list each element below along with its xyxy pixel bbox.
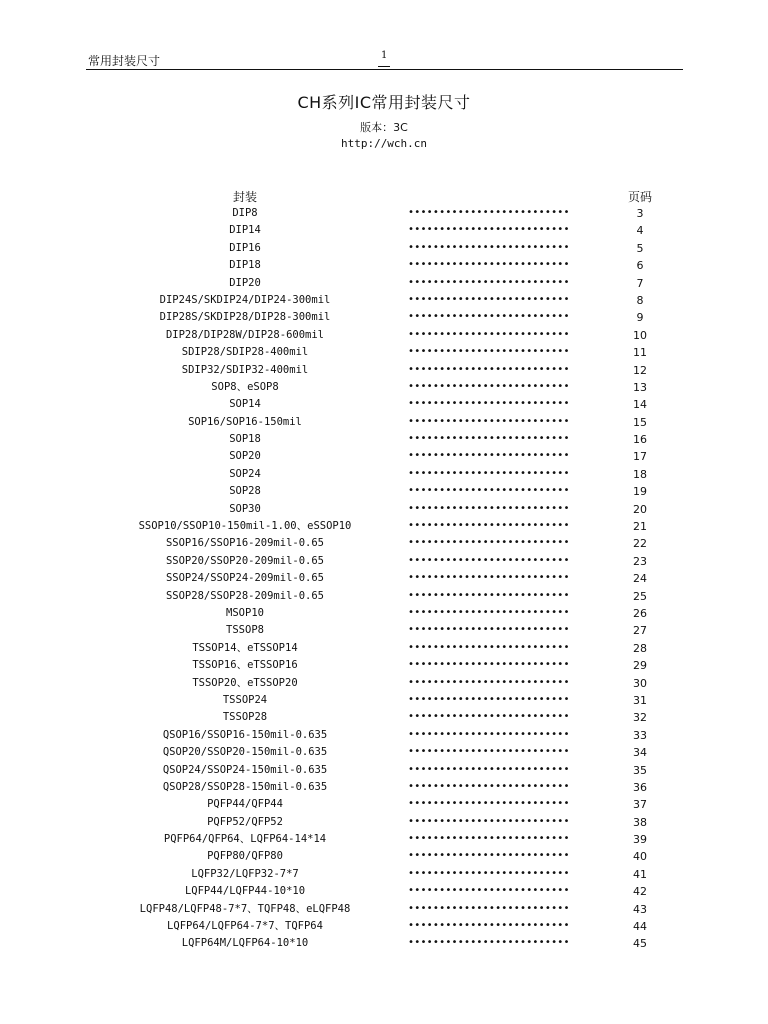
toc-entry-page: 25	[633, 589, 647, 603]
toc-entry-page: 28	[633, 641, 647, 655]
toc-entry-name: SOP14	[229, 398, 261, 411]
dot-leader: ••••••••••••••••••••••••••	[408, 554, 570, 566]
toc-entry-name: TSSOP28	[222, 711, 268, 724]
dot-leader: ••••••••••••••••••••••••••	[408, 259, 570, 271]
toc-entry-name: LQFP32/LQFP32-7*7	[191, 867, 299, 880]
toc-entry-name: QSOP28/SSOP28-150mil-0.635	[162, 780, 328, 793]
toc-entry-page: 36	[633, 780, 647, 794]
toc-entry-name: DIP28S/SKDIP28/DIP28-300mil	[159, 311, 331, 324]
toc-entry-page: 5	[636, 241, 644, 255]
toc-entry-name: DIP24S/SKDIP24/DIP24-300mil	[159, 293, 331, 306]
toc-row	[0, 796, 768, 813]
toc-row	[0, 570, 768, 587]
toc-row	[0, 692, 768, 709]
toc-entry-page: 34	[633, 746, 647, 760]
dot-leader: ••••••••••••••••••••••••••	[408, 502, 570, 514]
dot-leader: ••••••••••••••••••••••••••	[408, 902, 570, 914]
toc-entry-name: PQFP80/QFP80	[207, 850, 283, 863]
toc-entry-page: 43	[633, 902, 647, 916]
header-rule	[86, 69, 683, 70]
toc-entry-name: DIP28/DIP28W/DIP28-600mil	[165, 328, 325, 341]
toc-row	[0, 379, 768, 396]
website-url: http://wch.cn	[340, 137, 428, 150]
dot-leader: ••••••••••••••••••••••••••	[408, 728, 570, 740]
toc-entry-page: 18	[633, 467, 647, 481]
toc-row	[0, 866, 768, 883]
toc-row	[0, 814, 768, 831]
toc-entry-page: 9	[636, 311, 644, 325]
toc-entry-page: 37	[633, 798, 647, 812]
dot-leader: ••••••••••••••••••••••••••	[408, 937, 570, 949]
toc-entry-name: SOP24	[229, 467, 261, 480]
toc-entry-page: 10	[633, 328, 647, 342]
toc-entry-name: SSOP24/SSOP24-209mil-0.65	[165, 572, 325, 585]
toc-row	[0, 518, 768, 535]
toc-entry-page: 26	[633, 606, 647, 620]
toc-entry-page: 38	[633, 815, 647, 829]
toc-row	[0, 709, 768, 726]
dot-leader: ••••••••••••••••••••••••••	[408, 711, 570, 723]
toc-entry-name: TSSOP8	[226, 624, 264, 637]
dot-leader: ••••••••••••••••••••••••••	[408, 885, 570, 897]
toc-entry-page: 15	[633, 415, 647, 429]
toc-entry-name: SDIP32/SDIP32-400mil	[181, 363, 309, 376]
toc-entry-page: 4	[636, 224, 644, 238]
dot-leader: ••••••••••••••••••••••••••	[408, 328, 570, 340]
toc-entry-page: 33	[633, 728, 647, 742]
dot-leader: ••••••••••••••••••••••••••	[408, 833, 570, 845]
dot-leader: ••••••••••••••••••••••••••	[408, 815, 570, 827]
dot-leader: ••••••••••••••••••••••••••	[408, 920, 570, 932]
toc-entry-name: DIP18	[229, 259, 261, 272]
table-of-contents	[0, 205, 768, 953]
toc-entry-page: 3	[636, 207, 644, 220]
toc-row	[0, 396, 768, 413]
toc-row	[0, 483, 768, 500]
header-page-number: 1	[381, 50, 388, 61]
toc-entry-name: PQFP64/QFP64、LQFP64-14*14	[163, 833, 327, 846]
toc-entry-page: 44	[633, 920, 647, 934]
document-title: CH系列IC常用封装尺寸	[297, 93, 471, 112]
toc-row	[0, 240, 768, 257]
dot-leader: ••••••••••••••••••••••••••	[408, 589, 570, 601]
dot-leader: ••••••••••••••••••••••••••	[408, 537, 570, 549]
dot-leader: ••••••••••••••••••••••••••	[408, 676, 570, 688]
toc-row	[0, 448, 768, 465]
dot-leader: ••••••••••••••••••••••••••	[408, 520, 570, 532]
dot-leader: ••••••••••••••••••••••••••	[408, 450, 570, 462]
dot-leader: ••••••••••••••••••••••••••	[408, 693, 570, 705]
toc-entry-page: 23	[633, 554, 647, 568]
toc-entry-page: 24	[633, 572, 647, 586]
toc-entry-page: 16	[633, 433, 647, 447]
toc-entry-name: PQFP52/QFP52	[207, 815, 283, 828]
toc-entry-page: 31	[633, 693, 647, 707]
toc-row	[0, 431, 768, 448]
toc-row	[0, 501, 768, 518]
dot-leader: ••••••••••••••••••••••••••	[408, 485, 570, 497]
toc-row	[0, 744, 768, 761]
toc-entry-page: 7	[636, 276, 644, 290]
toc-entry-page: 39	[633, 833, 647, 847]
toc-entry-name: LQFP48/LQFP48-7*7、TQFP48、eLQFP48	[139, 902, 351, 915]
toc-row	[0, 918, 768, 935]
toc-entry-name: TSSOP20、eTSSOP20	[192, 676, 298, 689]
toc-row	[0, 466, 768, 483]
toc-entry-page: 29	[633, 659, 647, 673]
running-header: 常用封装尺寸	[88, 54, 161, 68]
dot-leader: ••••••••••••••••••••••••••	[408, 276, 570, 288]
toc-row	[0, 327, 768, 344]
toc-entry-name: SOP16/SOP16-150mil	[188, 415, 302, 428]
toc-entry-name: SOP8、eSOP8	[211, 380, 279, 393]
toc-entry-page: 40	[633, 850, 647, 864]
toc-entry-page: 41	[633, 867, 647, 881]
toc-entry-name: SOP30	[229, 502, 261, 515]
toc-entry-name: SDIP28/SDIP28-400mil	[181, 346, 309, 359]
toc-entry-page: 32	[633, 711, 647, 725]
toc-entry-name: SSOP20/SSOP20-209mil-0.65	[165, 554, 325, 567]
toc-row	[0, 588, 768, 605]
toc-entry-name: QSOP16/SSOP16-150mil-0.635	[162, 728, 328, 741]
column-header-page: 页码	[627, 190, 652, 204]
dot-leader: ••••••••••••••••••••••••••	[408, 398, 570, 410]
toc-entry-name: LQFP44/LQFP44-10*10	[184, 885, 306, 898]
toc-row	[0, 414, 768, 431]
toc-row	[0, 309, 768, 326]
dot-leader: ••••••••••••••••••••••••••	[408, 346, 570, 358]
toc-row	[0, 657, 768, 674]
toc-entry-page: 45	[633, 937, 647, 951]
toc-entry-name: MSOP10	[226, 606, 264, 619]
dot-leader: ••••••••••••••••••••••••••	[408, 363, 570, 375]
toc-entry-page: 11	[633, 346, 647, 360]
column-header-package: 封装	[232, 190, 257, 204]
dot-leader: ••••••••••••••••••••••••••	[408, 659, 570, 671]
toc-entry-name: SOP20	[229, 450, 261, 463]
toc-row	[0, 675, 768, 692]
version-label: 版本：3C	[360, 121, 408, 134]
toc-row	[0, 362, 768, 379]
toc-entry-page: 35	[633, 763, 647, 777]
toc-row	[0, 344, 768, 361]
toc-row	[0, 275, 768, 292]
toc-entry-name: LQFP64/LQFP64-7*7、TQFP64	[167, 920, 323, 933]
toc-entry-page: 22	[633, 537, 647, 551]
dot-leader: ••••••••••••••••••••••••••	[408, 850, 570, 862]
dot-leader: ••••••••••••••••••••••••••	[408, 415, 570, 427]
toc-entry-name: TSSOP16、eTSSOP16	[192, 659, 298, 672]
toc-entry-name: PQFP44/QFP44	[207, 798, 283, 811]
dot-leader: ••••••••••••••••••••••••••	[408, 224, 570, 236]
toc-entry-name: TSSOP24	[222, 693, 268, 706]
toc-entry-page: 12	[633, 363, 647, 377]
toc-row	[0, 605, 768, 622]
dot-leader: ••••••••••••••••••••••••••	[408, 763, 570, 775]
toc-row	[0, 535, 768, 552]
dot-leader: ••••••••••••••••••••••••••	[408, 293, 570, 305]
toc-entry-page: 6	[636, 259, 644, 273]
toc-entry-name: SSOP10/SSOP10-150mil-1.00、eSSOP10	[138, 520, 352, 533]
dot-leader: ••••••••••••••••••••••••••	[408, 433, 570, 445]
dot-leader: ••••••••••••••••••••••••••	[408, 311, 570, 323]
toc-row	[0, 727, 768, 744]
dot-leader: ••••••••••••••••••••••••••	[408, 780, 570, 792]
toc-row	[0, 831, 768, 848]
toc-entry-page: 21	[633, 520, 647, 534]
toc-row	[0, 622, 768, 639]
toc-entry-name: SOP18	[229, 433, 261, 446]
dot-leader: ••••••••••••••••••••••••••	[408, 380, 570, 392]
toc-row	[0, 553, 768, 570]
toc-entry-page: 8	[636, 293, 644, 307]
toc-entry-name: LQFP64M/LQFP64-10*10	[181, 937, 309, 950]
dot-leader: ••••••••••••••••••••••••••	[408, 641, 570, 653]
toc-row	[0, 848, 768, 865]
toc-entry-page: 19	[633, 485, 647, 499]
toc-entry-page: 17	[633, 450, 647, 464]
toc-entry-page: 30	[633, 676, 647, 690]
toc-row	[0, 257, 768, 274]
toc-entry-page: 42	[633, 885, 647, 899]
toc-row	[0, 292, 768, 309]
toc-entry-page: 20	[633, 502, 647, 516]
dot-leader: ••••••••••••••••••••••••••	[408, 467, 570, 479]
dot-leader: ••••••••••••••••••••••••••	[408, 241, 570, 253]
toc-entry-name: DIP8	[232, 207, 258, 219]
toc-row	[0, 883, 768, 900]
dot-leader: ••••••••••••••••••••••••••	[408, 207, 570, 218]
page-number-underline	[378, 66, 390, 67]
toc-row	[0, 779, 768, 796]
toc-entry-name: SOP28	[229, 485, 261, 498]
toc-entry-page: 14	[633, 398, 647, 412]
toc-row	[0, 205, 768, 222]
dot-leader: ••••••••••••••••••••••••••	[408, 746, 570, 758]
toc-row	[0, 935, 768, 952]
toc-row	[0, 762, 768, 779]
toc-entry-page: 27	[633, 624, 647, 638]
dot-leader: ••••••••••••••••••••••••••	[408, 572, 570, 584]
dot-leader: ••••••••••••••••••••••••••	[408, 867, 570, 879]
toc-entry-name: DIP16	[229, 241, 261, 254]
toc-entry-name: DIP20	[229, 276, 261, 289]
dot-leader: ••••••••••••••••••••••••••	[408, 624, 570, 636]
toc-row	[0, 901, 768, 918]
toc-entry-name: SSOP16/SSOP16-209mil-0.65	[165, 537, 325, 550]
toc-row	[0, 222, 768, 239]
dot-leader: ••••••••••••••••••••••••••	[408, 798, 570, 810]
toc-entry-name: TSSOP14、eTSSOP14	[192, 641, 298, 654]
toc-entry-page: 13	[633, 380, 647, 394]
toc-row	[0, 640, 768, 657]
toc-entry-name: SSOP28/SSOP28-209mil-0.65	[165, 589, 325, 602]
toc-entry-name: DIP14	[229, 224, 261, 237]
toc-entry-name: QSOP20/SSOP20-150mil-0.635	[162, 746, 328, 759]
dot-leader: ••••••••••••••••••••••••••	[408, 606, 570, 618]
toc-entry-name: QSOP24/SSOP24-150mil-0.635	[162, 763, 328, 776]
